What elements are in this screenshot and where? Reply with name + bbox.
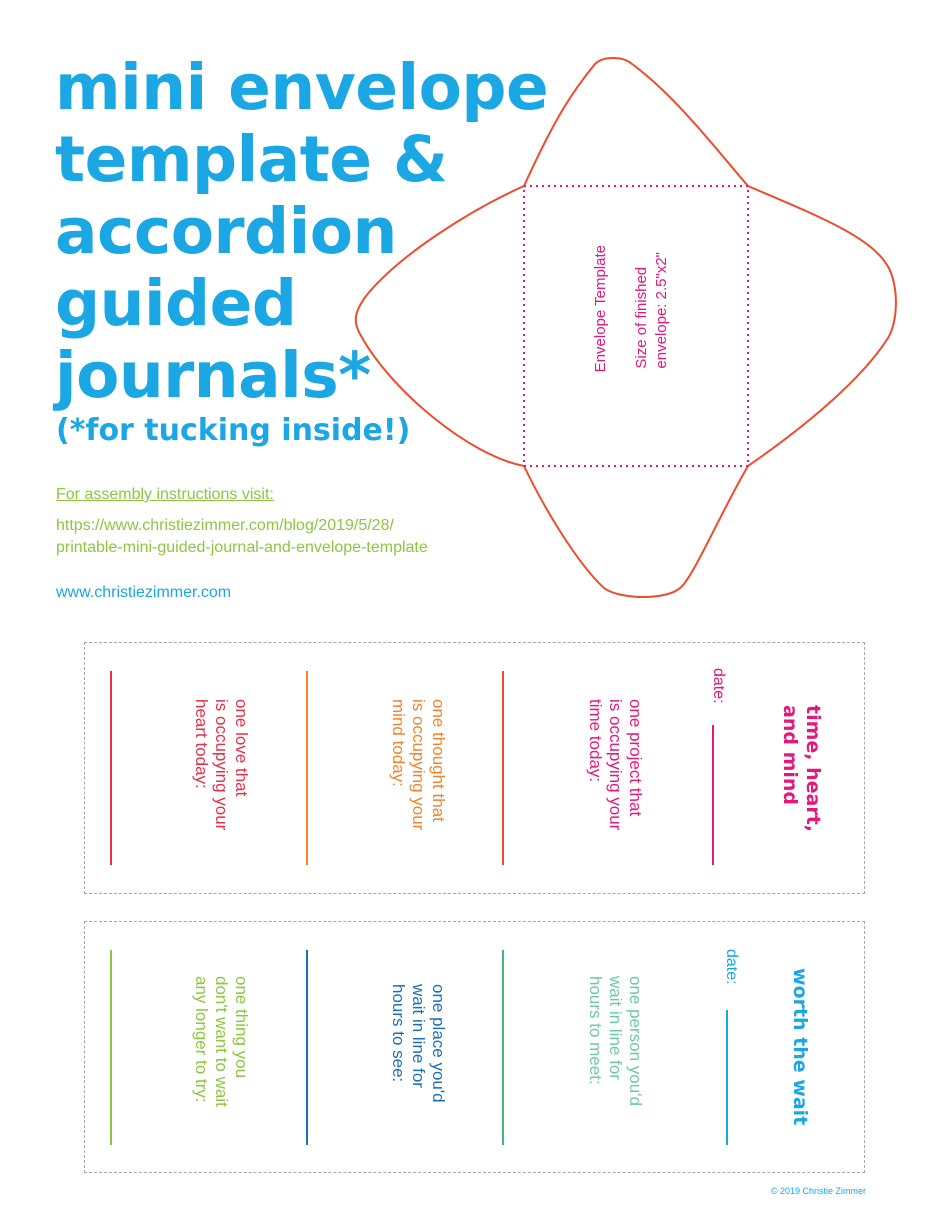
- title-line: guided: [55, 267, 297, 340]
- writing-line: [306, 671, 308, 865]
- envelope-label: Envelope Template: [592, 245, 609, 373]
- writing-line: [110, 950, 112, 1145]
- title-line: accordion: [55, 195, 397, 268]
- title-line: mini envelope: [55, 51, 549, 124]
- journal-title-line: time, heart,: [802, 705, 824, 833]
- title-line: template &: [55, 123, 448, 196]
- title-line: journals*: [55, 339, 371, 412]
- journal-prompt: one thing you don't want to wait any longer to try:: [192, 976, 251, 1107]
- envelope-size: [632, 252, 672, 369]
- writing-line: [110, 671, 112, 865]
- journal-prompt: one place you'd wait in line for hours to see:: [389, 984, 448, 1103]
- date-label: date:: [710, 668, 727, 704]
- date-line: [712, 725, 714, 865]
- url-line: https://www.christiezimmer.com/blog/2019/5/28/: [56, 517, 394, 534]
- url-line: printable-mini-guided-journal-and-envelope-template: [56, 539, 428, 556]
- journal-prompt: one love that is occupying your heart today:: [192, 699, 251, 831]
- writing-line: [502, 950, 504, 1145]
- journal-title: [778, 705, 824, 832]
- journal-title-line: and mind: [779, 705, 801, 806]
- envelope-size-line: Size of finished: [633, 266, 650, 369]
- copyright: © 2019 Christie Zimmer: [770, 1186, 866, 1196]
- envelope-size-line: envelope: 2.5"x2": [653, 252, 670, 369]
- website-link[interactable]: www.christiezimmer.com: [56, 584, 232, 601]
- writing-line: [502, 671, 504, 865]
- journal-prompt: one person you'd wait in line for hours to meet:: [586, 976, 645, 1106]
- writing-line: [306, 950, 308, 1145]
- journal-card-time-heart-mind: [84, 642, 865, 894]
- envelope-cut-outline: [356, 58, 896, 597]
- date-label: date:: [723, 949, 740, 985]
- journal-title: worth the wait: [789, 968, 811, 1126]
- assembly-instructions-link[interactable]: For assembly instructions visit:: [56, 486, 274, 503]
- date-line: [726, 1010, 728, 1145]
- journal-card-worth-the-wait: [84, 921, 865, 1173]
- journal-prompt: one project that is occupying your time today:: [586, 699, 645, 831]
- journal-prompt: one thought that is occupying your mind today:: [389, 699, 448, 831]
- subtitle: (*for tucking inside!): [56, 413, 411, 448]
